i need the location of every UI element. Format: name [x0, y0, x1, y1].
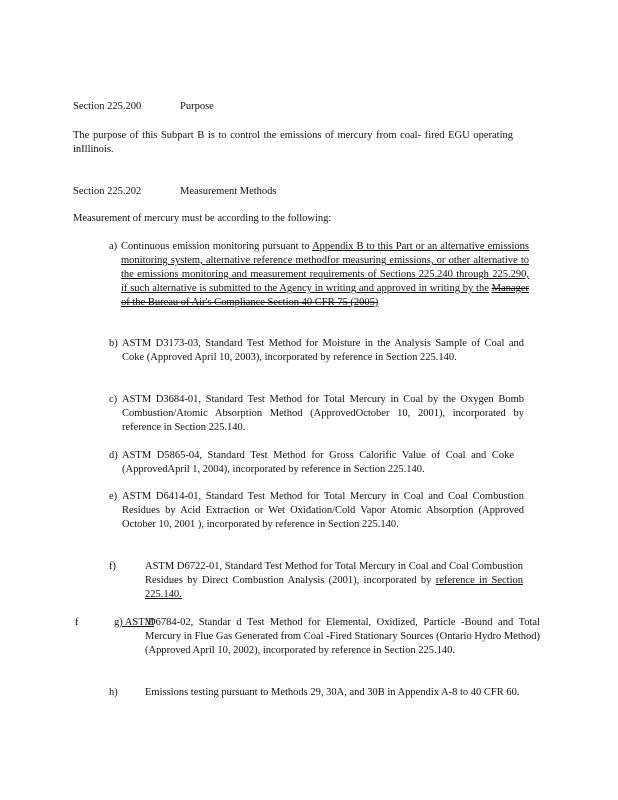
list-item-text: ASTM D3173-03, Standard Test Method for Moisture in the Analysis Sample of Coal and Coke (Approved April 10, 2003), incorporated by reference in Section 225.140.: [122, 338, 524, 363]
section-intro: Measurement of mercury must be according to the following:: [73, 213, 332, 224]
list-item-label: c): [109, 394, 118, 405]
list-item-text: ASTM D3684-01, Standard Test Method for Total Mercury in Coal by the Oxygen Bomb Combustion/Atomic Absorption Method (ApprovedOctober 10, 2001), incorporated by reference in Section 225.140.: [122, 394, 524, 433]
section-number: Section 225.200: [73, 101, 142, 112]
list-item-label: h): [109, 687, 118, 698]
list-item: [145, 560, 523, 602]
list-item-label: a): [109, 241, 118, 252]
list-item-text: ASTM D5865-04, Standard Test Method for Gross Calorific Value of Coal and Coke (ApprovedApril 1, 2004), incorporated by reference in Section 225.140.: [122, 450, 514, 475]
section-number: Section 225.202: [73, 186, 142, 197]
section-title: Measurement Methods: [180, 186, 277, 197]
list-item-inserted-text: reference in Section 225.140.: [145, 575, 523, 600]
list-item-label: b): [109, 338, 118, 349]
list-item-text: D6784-02, Standar d Test Method for Elemental, Oxidized, Particle -Bound and Total Mercury in Flue Gas Generated from Coal -Fired Stationary Sources (Ontario Hydro Method) (Approved April 10, 2002), incorporated by reference in Section 225.140.: [145, 617, 540, 656]
list-item-label: e): [109, 491, 118, 502]
list-item-label: d): [109, 450, 118, 461]
list-item-text: ASTM D6414-01, Standard Test Method for Total Mercury in Coal and Coal Combustion Residues by Acid Extraction or Wet Oxidation/Cold Vapor Atomic Absorption (Approved October 10, 2001 ), incorporated by reference in Section 225.140.: [122, 491, 524, 530]
list-item-label: f): [109, 561, 116, 572]
list-item-struck-text: Manager of the Bureau of Air's Compliance Section 40 CFR 75 (2005): [121, 283, 529, 308]
list-item-text: Emissions testing pursuant to Methods 29, 30A, and 30B in Appendix A-8 to 40 CFR 60.: [145, 687, 520, 698]
margin-mark: f: [75, 617, 79, 628]
list-item-text: ASTM D6722-01, Standard Test Method for Total Mercury in Coal and Coal Combustion Residues by Direct Combustion Analysis (2001), incorporated by: [145, 561, 523, 586]
section-title: Purpose: [180, 101, 214, 112]
list-item-inserted-text: Appendix B to this Part or an alternative emissions monitoring system, alternative reference methodfor measuring emissions, or other alternative to the emissions monitoring and measurement requirements of Sections 225.240 through 225.290, if such alternative is submitted to the Agency in writing and approved in writing by the: [121, 241, 529, 294]
list-item: [121, 240, 529, 310]
section-body: The purpose of this Subpart B is to control the emissions of mercury from coal- fired EGU operating inIllinois.: [73, 130, 513, 155]
list-item-label: g) ASTM: [114, 617, 154, 628]
list-item-text: Continuous emission monitoring pursuant to: [121, 241, 310, 252]
